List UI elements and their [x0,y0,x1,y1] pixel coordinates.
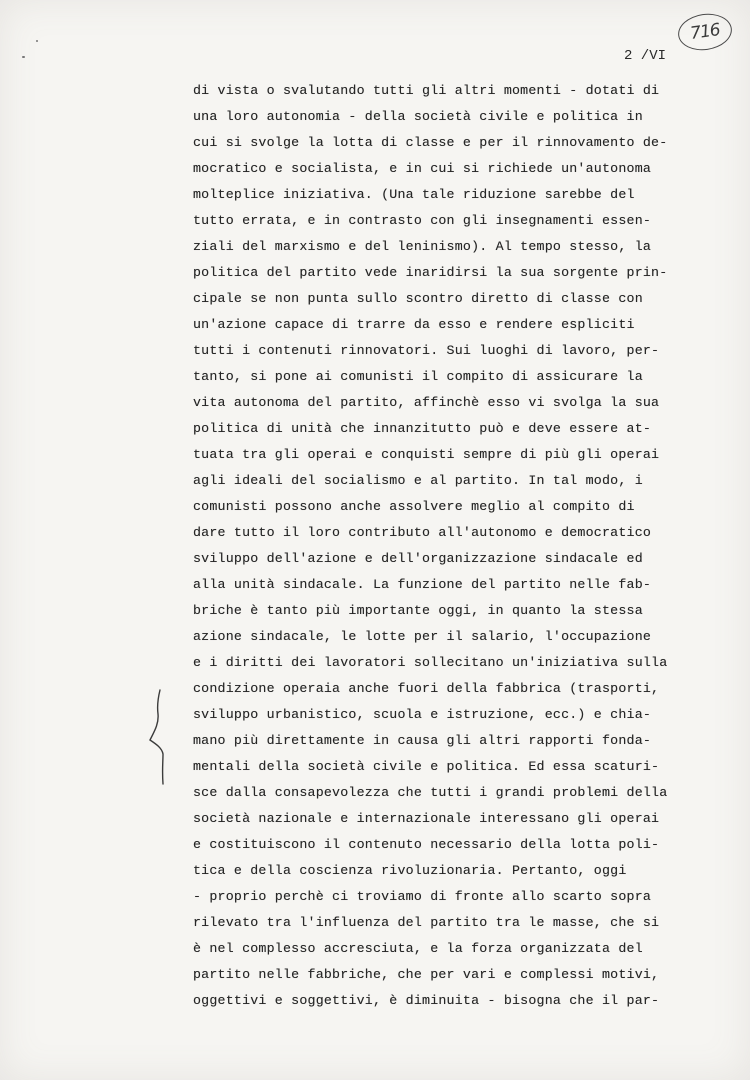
text-line: ziali del marxismo e del leninismo). Al tempo stesso, la [193,239,652,254]
margin-bracket-mark [146,688,176,788]
text-line: agli ideali del socialismo e al partito. In tal modo, i [193,473,643,488]
text-line: mano più direttamente in causa gli altri rapporti fonda- [193,733,652,748]
text-line: dare tutto il loro contributo all'autonomo e democratico [193,525,652,540]
text-line: una loro autonomia - della società civile e politica in [193,109,643,124]
text-line: di vista o svalutando tutti gli altri momenti - dotati di [193,83,660,98]
text-line: sviluppo dell'azione e dell'organizzazione sindacale ed [193,551,643,566]
text-line: è nel complesso accresciuta, e la forza organizzata del [193,941,643,956]
text-line: e costituiscono il contenuto necessario della lotta poli- [193,837,660,852]
text-line: tutti i contenuti rinnovatori. Sui luoghi di lavoro, per- [193,343,660,358]
text-line: oggettivi e soggettivi, è diminuita - bisogna che il par- [193,993,660,1008]
text-line: politica di unità che innanzitutto può e deve essere at- [193,421,652,436]
text-line: azione sindacale, le lotte per il salario, l'occupazione [193,629,652,644]
text-line: un'azione capace di trarre da esso e rendere espliciti [193,317,635,332]
text-line: condizione operaia anche fuori della fabbrica (trasporti, [193,681,660,696]
text-line: mocratico e socialista, e in cui si richiede un'autonoma [193,161,652,176]
text-line: tica e della coscienza rivoluzionaria. Pertanto, oggi [193,863,627,878]
text-line: alla unità sindacale. La funzione del partito nelle fab- [193,577,652,592]
paper-speck [22,56,25,58]
paper-speck [36,40,38,42]
text-line: molteplice iniziativa. (Una tale riduzione sarebbe del [193,187,635,202]
text-line: società nazionale e internazionale interessano gli operai [193,811,660,826]
text-line: tuata tra gli operai e conquisti sempre di più gli operai [193,447,660,462]
text-line: mentali della società civile e politica. Ed essa scaturi- [193,759,660,774]
text-line: - proprio perchè ci troviamo di fronte allo scarto sopra [193,889,652,904]
archive-stamp [676,10,734,53]
page-number: 2 /VI [624,48,667,64]
text-line: sce dalla consapevolezza che tutti i grandi problemi della [193,785,668,800]
text-line: tutto errata, e in contrasto con gli insegnamenti essen- [193,213,652,228]
text-line: partito nelle fabbriche, che per vari e complessi motivi, [193,967,660,982]
text-line: vita autonoma del partito, affinchè esso vi svolga la sua [193,395,660,410]
text-line: tanto, si pone ai comunisti il compito di assicurare la [193,369,643,384]
text-line: briche è tanto più importante oggi, in quanto la stessa [193,603,643,618]
text-line: cui si svolge la lotta di classe e per il rinnovamento de- [193,135,668,150]
text-line: politica del partito vede inaridirsi la sua sorgente prin- [193,265,668,280]
text-line: rilevato tra l'influenza del partito tra le masse, che si [193,915,660,930]
text-line: cipale se non punta sullo scontro diretto di classe con [193,291,643,306]
text-line: comunisti possono anche assolvere meglio al compito di [193,499,635,514]
typed-text-body [193,78,713,1014]
archive-stamp-number: 716 [689,20,721,44]
text-line: sviluppo urbanistico, scuola e istruzione, ecc.) e chia- [193,707,652,722]
text-line: e i diritti dei lavoratori sollecitano un'iniziativa sulla [193,655,668,670]
